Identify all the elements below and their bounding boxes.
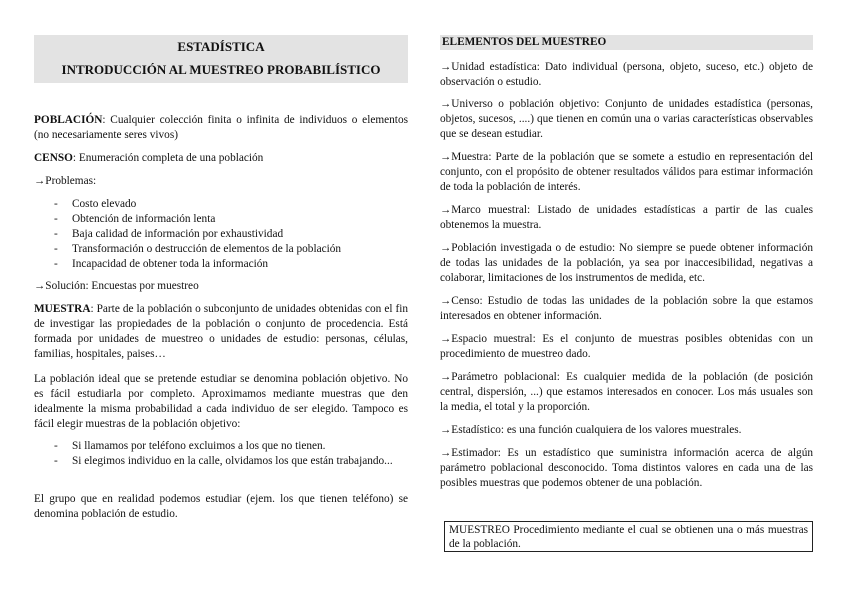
list-item: - Costo elevado — [54, 198, 137, 210]
item-espacio-muestral: →Espacio muestral: Es el conjunto de muestras posibles obtenidas con un procedimiento de muestreo dado. — [440, 333, 813, 360]
page-subtitle: INTRODUCCIÓN AL MUESTREO PROBABILÍSTICO — [61, 62, 381, 77]
list-item: - Obtención de información lenta — [54, 213, 216, 225]
censo-definition — [34, 151, 408, 166]
item-estimador: →Estimador: Es un estadístico que suministra información acerca de algún parámetro poblacional desconocido. Toma distintos valores en cada una de las posibles muestras que podemos obtener de una población. — [440, 447, 813, 489]
muestra-definition — [34, 302, 408, 362]
page-title: ESTADÍSTICA — [177, 39, 265, 54]
item-muestra: →Muestra: Parte de la población que se somete a estudio en representación del conjunto, con el propósito de obtener resultados válidos para estimar información de toda la población de interés. — [440, 151, 813, 193]
censo-text: : Enumeración completa de una población — [72, 152, 264, 164]
list-item: - Incapacidad de obtener toda la información — [54, 258, 269, 270]
list-item: - Si elegimos individuo en la calle, olvidamos los que están trabajando... — [54, 455, 393, 467]
item-poblacion-investigada: →Población investigada o de estudio: No siempre se puede obtener información de todas las unidades de la población, ya sea por inaccesibilidad, negativas a colaborar, limitaciones de los instrumentos de medida, etc. — [440, 242, 813, 284]
muestra-term: MUESTRA — [34, 303, 91, 315]
item-universo: →Universo o población objetivo: Conjunto de unidades estadística (personas, objetos, sucesos, ....) que tienen en común una o varias características observables que se desean estudiar. — [440, 98, 813, 140]
item-censo: →Censo: Estudio de todas las unidades de la población sobre la que estamos interesados en obtener información. — [440, 295, 813, 322]
poblacion-estudio-paragraph: El grupo que en realidad podemos estudiar (ejem. los que tienen teléfono) se denomina población de estudio. — [34, 493, 408, 520]
item-parametro-poblacional: →Parámetro poblacional: Es cualquier medida de la población (de posición central, dispersión, ...) que estamos interesados en conocer. Los más usuales son la media, el total y la proporción. — [440, 371, 813, 413]
item-estadistico: →Estadístico: es una función cualquiera de los valores muestrales. — [440, 424, 742, 436]
section-heading: ELEMENTOS DEL MUESTREO — [440, 35, 813, 50]
muestra-text: : Parte de la población o subconjunto de unidades obtenidas con el fin de investigar las propiedades de la población o conjunto de procedencia. Está formada por unidades de muestreo o unidades de estudio: personas, células, familias, hospitales, paises… — [34, 303, 408, 360]
list-item: - Transformación o destrucción de elementos de la población — [54, 243, 342, 255]
problem-list — [34, 197, 408, 272]
poblacion-definition — [34, 113, 408, 143]
item-marco-muestral: →Marco muestral: Listado de unidades estadísticas a partir de las cuales obtenemos la muestra. — [440, 204, 813, 231]
list-item: - Baja calidad de información por exhaustividad — [54, 228, 284, 240]
censo-term: CENSO — [34, 152, 73, 164]
poblacion-term: POBLACIÓN — [34, 114, 103, 126]
list-item: - Si llamamos por teléfono excluimos a los que no tienen. — [54, 440, 326, 452]
problemas-heading: →Problemas: — [34, 175, 97, 187]
poblacion-objetivo-paragraph: La población ideal que se pretende estudiar se denomina población objetivo. No es fácil estudiarla por completo. Aproximamos mediante muestras que den idealmente la misma probabilidad a cada individuo de ser elegido. Tampoco es fácil elegir muestras de la población objetivo: — [34, 373, 408, 430]
example-list — [34, 439, 408, 469]
solucion-line: →Solución: Encuestas por muestreo — [34, 280, 199, 292]
muestreo-definition-box: MUESTREO Procedimiento mediante el cual se obtienen una o más muestras de la población. — [444, 521, 813, 552]
title-box — [34, 35, 408, 83]
item-unidad-estadistica: →Unidad estadística: Dato individual (persona, objeto, suceso, etc.) objeto de observación o estudio. — [440, 61, 813, 88]
poblacion-text: : Cualquier colección finita o infinita de individuos o elementos (no necesariamente seres vivos) — [34, 114, 408, 141]
